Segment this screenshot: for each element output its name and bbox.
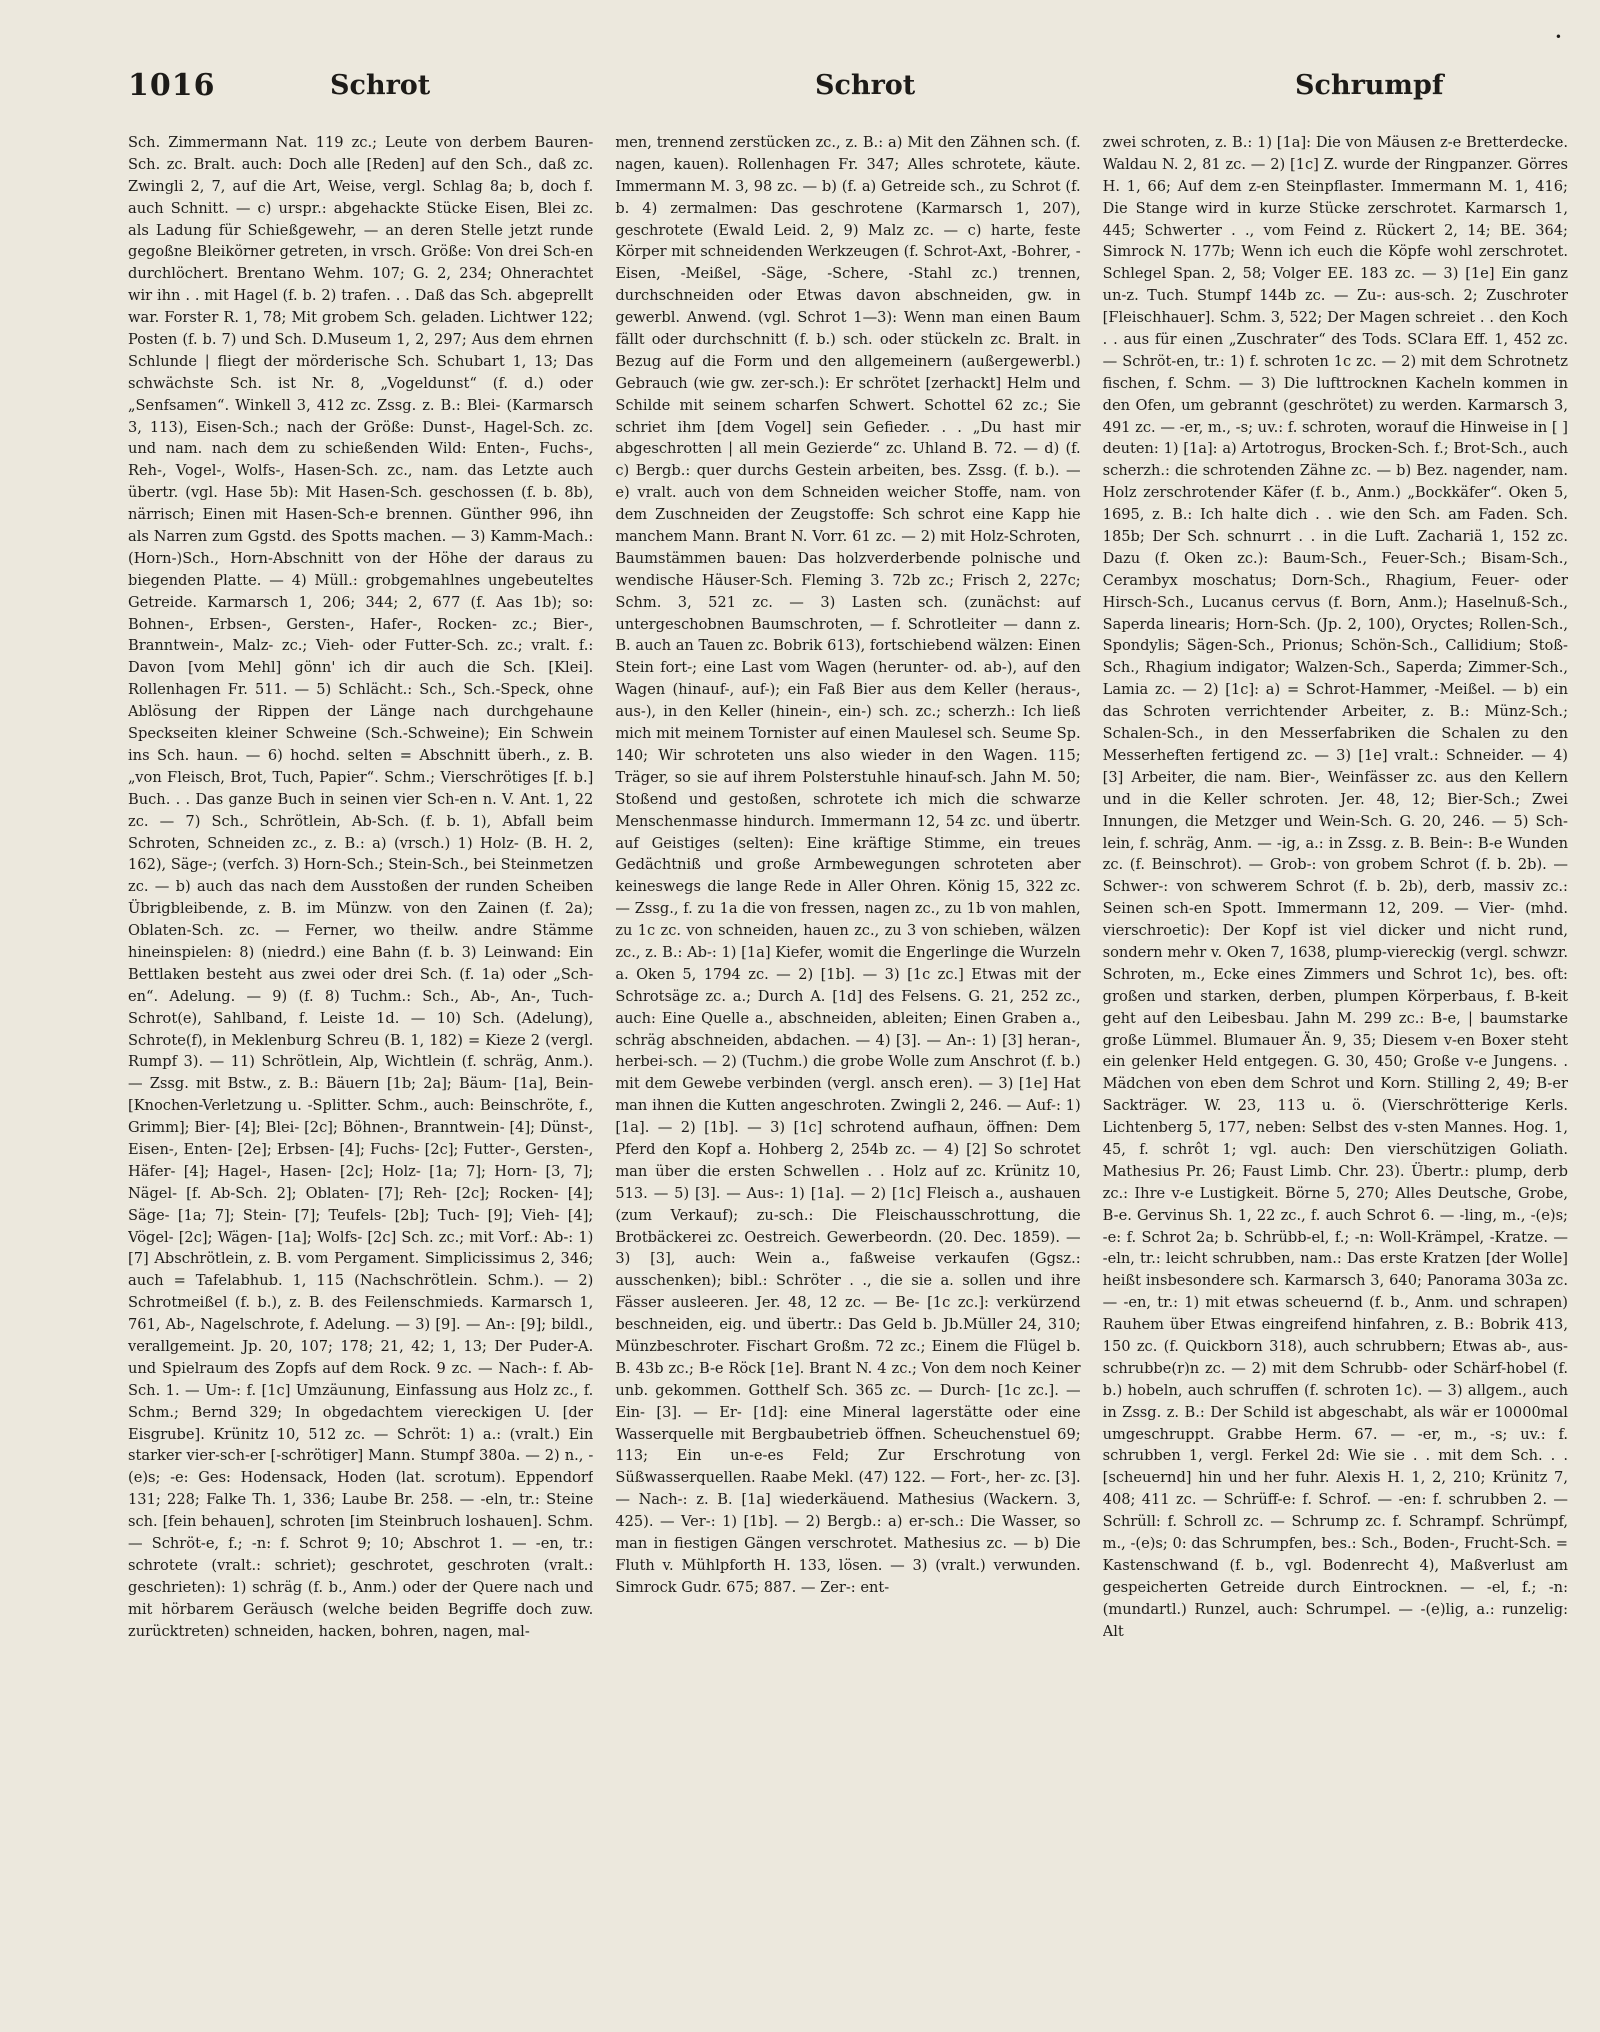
column-text: men, trennend zerstücken zc., z. B.: a) Mit den Zähnen sch. (f. nagen, kauen). Rollenhagen Fr. 347; Alles schrotete, käute. Immermann M. 3, 98 zc. — b) (f. a) Getreide sch., zu Schrot (f. b. 4) zermalmen: Das geschrotene (Karmarsch 1, 207), geschrotete (Ewald Leid. 2, 9) Malz zc. — c) harte, feste Körper mit schneidenden Werkzeugen (f. Schrot-Axt, -Bohrer, -Eisen, -Meißel, -Säge, -Schere, -Stahl zc.) trennen, durchschneiden oder Etwas davon abschneiden, gw. in gewerbl. Anwend. (vgl. Schrot 1—3): Wenn man einen Baum fällt oder durchschnitt (f. b.) sch. oder stückeln zc. Bralt. in Bezug auf die Form und den allgemeinern (außergewerbl.) Gebrauch (wie gw. zer-sch.): Er schrötet [zerhackt] Helm und Schilde mit seinem scharfen Schwert. Schottel 62 zc.; Sie schriet ihm [dem Vogel] sein Gefieder. . . „Du hast mir abgeschrotten | all mein Gezierde“ zc. Uhland B. 72. — d) (f. c) Bergb.: quer durchs Gestein arbeiten, bes. Zssg. (f. b.). — e) vralt. auch von dem Schneiden weicher Stoffe, nam. von dem Zuschneiden der Zeugstoffe: Sch schrot eine Kapp hie manchem Mann. Brant N. Vorr. 61 zc. — 2) mit Holz-Schroten, Baumstämmen bauen: Das holzverderbende polnische und wendische Häuser-Sch. Fleming 3. 72b zc.; Frisch 2, 227c; Schm. 3, 521 zc. — 3) Lasten sch. (zunächst: auf untergeschobnen Baumschroten, — f. Schrotleiter — dann z. B. auch an Tauen zc. Bobrik 613), fortschiebend wälzen: Einen Stein fort-; eine Last vom Wagen (herunter- od. ab-), auf den Wagen (hinauf-, auf-); ein Faß Bier aus dem Keller (heraus-, aus-), in den Keller (hinein-, ein-) sch. zc.; scherzh.: Ich ließ mich mit meinem Tornister auf einen Maulesel sch. Seume Sp. 140; Wir schroteten uns also wieder in den Wagen. 115; Träger, so sie auf ihrem Polsterstuhle hinauf-sch. Jahn M. 50; Stoßend und gestoßen, schrotete ich mich die schwarze Menschenmasse hindurch. Immermann 12, 54 zc. und übertr. auf Geistiges (selten): Eine kräftige Stimme, ein treues Gedächtniß und große Armbewegungen schroteten aber keineswegs die lange Rede in Aller Ohren. König 15, 322 zc. — Zssg., f. zu 1a die von fressen, nagen zc., zu 1b von mahlen, zu 1c zc. von schneiden, hauen zc., zu 3 von schieben, wälzen zc., z. B.: Ab-: 1) [1a] Kiefer, womit die Engerlinge die Wurzeln a. Oken 5, 1794 zc. — 2) [1b]. — 3) [1c zc.] Etwas mit der Schrotsäge zc. a.; Durch A. [1d] des Felsens. G. 21, 252 zc., auch: Eine Quelle a., abschneiden, ableiten; Einen Graben a., schräg abschneiden, abdachen. — 4) [3]. — An-: 1) [3] heran-, herbei-sch. — 2) (Tuchm.) die grobe Wolle zum Anschrot (f. b.) mit dem Gewebe verbinden (vergl. ansch eren). — 3) [1e] Hat man ihnen die Kutten angeschroten. Zwingli 2, 246. — Auf-: 1) [1a]. — 2) [1b]. — 3) [1c] schrotend aufhaun, öffnen: Dem Pferd den Kopf a. Hohberg 2, 254b zc. — 4) [2] So schrotet man über die ersten Schwellen . . Holz auf zc. Krünitz 10, 513. — 5) [3]. — Aus-: 1) [1a]. — 2) [1c] Fleisch a., aushauen (zum Verkauf); zu-sch.: Die Fleischausschrottung, die Brotbäckerei zc. Oestreich. Gewerbeordn. (20. Dec. 1859). — 3) [3], auch: Wein a., faßweise verkaufen (Ggsz.: ausschenken); bibl.: Schröter . ., die sie a. sollen und ihre Fässer ausleeren. Jer. 48, 12 zc. — Be- [1c zc.]: verkürzend beschneiden, eig. und übertr.: Das Geld b. Jb.Müller 24, 310; Münzbeschroter. Fischart Großm. 72 zc.; Einem die Flügel b. B. 43b zc.; B-e Röck [1e]. Brant N. 4 zc.; Von dem noch Keiner unb. gekommen. Gotthelf Sch. 365 zc. — Durch- [1c zc.]. — Ein- [3]. — Er- [1d]: eine Mineral lagerstätte oder eine Wasserquelle mit Bergbaubetrieb öffnen. Scheuchenstuel 69; 113; Ein un-e-es Feld; Zur Erschrotung von Süßwasserquellen. Raabe Mekl. (47) 122. — Fort-, her- zc. [3]. — Nach-: z. B. [1a] wiederkäuend. Mathesius (Wackern. 3, 425). — Ver-: 1) [1b]. — 2) Bergb.: a) er-sch.: Die Wasser, so man in fiestigen Gängen verschrotet. Mathesius zc. — b) Die Fluth v. Mühlpforth H. 133, lösen. — 3) (vralt.) verwunden. Simrock Gudr. 675; 887. — Zer-: ent- — [615, 134, 1081, 1596]
page-number: 1016 — [128, 68, 216, 103]
column-right — [1103, 132, 1568, 2002]
text-columns — [128, 132, 1568, 2002]
column-text: Sch. Zimmermann Nat. 119 zc.; Leute von derbem Bauren-Sch. zc. Bralt. auch: Doch alle [Reden] auf den Sch., daß zc. Zwingli 2, 7, auf die Art, Weise, vergl. Schlag 8a; b, doch f. auch Schnitt. — c) urspr.: abgehackte Stücke Eisen, Blei zc. als Ladung für Schießgewehr, — an deren Stelle jetzt runde gegoßne Bleikörner getreten, in vrsch. Größe: Von drei Sch-en durchlöchert. Brentano Wehm. 107; G. 2, 234; Ohnerachtet wir ihn . . mit Hagel (f. b. 2) trafen. . . Daß das Sch. abgeprellt war. Forster R. 1, 78; Mit grobem Sch. geladen. Lichtwer 122; Posten (f. b. 7) und Sch. D.Museum 1, 2, 297; Aus dem ehrnen Schlunde | fliegt der mörderische Sch. Schubart 1, 13; Das schwächste Sch. ist Nr. 8, „Vogeldunst“ (f. d.) oder „Senfsamen“. Winkell 3, 412 zc. Zssg. z. B.: Blei- (Karmarsch 3, 113), Eisen-Sch.; nach der Größe: Dunst-, Hagel-Sch. zc. und nam. nach dem zu schießenden Wild: Enten-, Fuchs-, Reh-, Vogel-, Wolfs-, Hasen-Sch. zc., nam. das Letzte auch übertr. (vgl. Hase 5b): Mit Hasen-Sch. geschossen (f. b. 8b), närrisch; Einen mit Hasen-Sch-e brennen. Günther 996, ihn als Narren zum Ggstd. des Spotts machen. — 3) Kamm-Mach.: (Horn-)Sch., Horn-Abschnitt von der Höhe der daraus zu biegenden Platte. — 4) Müll.: grobgemahlnes ungebeuteltes Getreide. Karmarsch 1, 206; 344; 2, 677 (f. Aas 1b); so: Bohnen-, Erbsen-, Gersten-, Hafer-, Rocken- zc.; Bier-, Branntwein-, Malz- zc.; Vieh- oder Futter-Sch. zc.; vralt. f.: Davon [vom Mehl] gönn' ich dir auch die Sch. [Klei]. Rollenhagen Fr. 511. — 5) Schlächt.: Sch., Sch.-Speck, ohne Ablösung der Rippen der Länge nach durchgehaune Speckseiten kleiner Schweine (Sch.-Schweine); Ein Schwein ins Sch. haun. — 6) hochd. selten = Abschnitt überh., z. B. „von Fleisch, Brot, Tuch, Papier“. Schm.; Vierschrötiges [f. b.] Buch. . . Das ganze Buch in seinen vier Sch-en n. V. Ant. 1, 22 zc. — 7) Sch., Schrötlein, Ab-Sch. (f. b. 1), Abfall beim Schroten, Schneiden zc., z. B.: a) (vrsch.) 1) Holz- (B. H. 2, 162), Säge-; (verfch. 3) Horn-Sch.; Stein-Sch., bei Steinmetzen zc. — b) auch das nach dem Ausstoßen der runden Scheiben Übrigbleibende, z. B. im Münzw. von den Zainen (f. 2a); Oblaten-Sch. zc. — Ferner, wo theilw. andre Stämme hineinspielen: 8) (niedrd.) eine Bahn (f. b. 3) Leinwand: Ein Bettlaken besteht aus zwei oder drei Sch. (f. 1a) oder „Sch-en“. Adelung. — 9) (f. 8) Tuchm.: Sch., Ab-, An-, Tuch-Schrot(e), Sahlband, f. Leiste 1d. — 10) Sch. (Adelung), Schrote(f), in Meklenburg Schreu (B. 1, 182) = Kieze 2 (vergl. Rumpf 3). — 11) Schrötlein, Alp, Wichtlein (f. schräg, Anm.). — Zssg. mit Bstw., z. B.: Bäuern [1b; 2a]; Bäum- [1a], Bein- [Knochen-Verletzung u. -Splitter. Schm., auch: Beinschröte, f., Grimm]; Bier- [4]; Blei- [2c]; Böhnen-, Branntwein- [4]; Dünst-, Eisen-, Enten- [2e]; Erbsen- [4]; Fuchs- [2c]; Futter-, Gersten-, Häfer- [4]; Hagel-, Hasen- [2c]; Holz- [1a; 7]; Horn- [3, 7]; Nägel- [f. Ab-Sch. 2]; Oblaten- [7]; Reh- [2c]; Rocken- [4]; Säge- [1a; 7]; Stein- [7]; Teufels- [2b]; Tuch- [9]; Vieh- [4]; Vögel- [2c]; Wägen- [1a]; Wolfs- [2c] Sch. zc.; mit Vorf.: Ab-: 1) [7] Abschrötlein, z. B. vom Pergament. Simplicissimus 2, 346; auch = Tafelabhub. 1, 115 (Nachschrötlein. Schm.). — 2) Schrotmeißel (f. b.), z. B. des Feilenschmieds. Karmarsch 1, 761, Ab-, Nagelschrote, f. Adelung. — 3) [9]. — An-: [9]; bildl., verallgemeint. Jp. 20, 107; 178; 21, 42; 1, 13; Der Puder-A. und Spielraum des Zopfs auf dem Rock. 9 zc. — Nach-: f. Ab-Sch. 1. — Um-: f. [1c] Umzäunung, Einfassung aus Holz zc., f. Schm.; Bernd 329; In obgedachtem viereckigen U. [der Eisgrube]. Krünitz 10, 512 zc. — Schröt: 1) a.: (vralt.) Ein starker vier-sch-er [-schrötiger] Mann. Stumpf 380a. — 2) n., -(e)s; -e: Ges: Hodensack, Hoden (lat. scrotum). Eppendorf 131; 228; Falke Th. 1, 336; Laube Br. 258. — -eln, tr.: Steine sch. [fein behauen], schroten [im Steinbruch loshauen]. Schm. — Schröt-e, f.; -n: f. Schrot 9; 10; Abschrot 1. — -en, tr.: schrotete (vralt.: schriet); geschrotet, geschroten (vralt.: geschrieten): 1) schräg (f. b., Anm.) oder der Quere nach und mit hörbarem Geräusch (welche beiden Begriffe doch zuw. zurücktreten) schneiden, hacken, bohren, nagen, mal- — [128, 134, 594, 1640]
column-middle — [615, 132, 1080, 2002]
corner-mark: • — [1554, 30, 1562, 44]
running-head — [0, 68, 1600, 108]
head-word-center: Schrot — [815, 70, 916, 101]
head-word-left: Schrot — [330, 70, 431, 101]
column-left — [128, 132, 593, 2002]
head-word-right: Schrumpf — [1295, 70, 1444, 101]
column-text: zwei schroten, z. B.: 1) [1a]: Die von Mäusen z-e Bretterdecke. Waldau N. 2, 81 zc. — 2) [1c] Z. wurde der Ringpanzer. Görres H. 1, 66; Auf dem z-en Steinpflaster. Immermann M. 1, 416; Die Stange wird in kurze Stücke zerschrotet. Karmarsch 1, 445; Schwerter . ., vom Feind z. Rückert 2, 14; BE. 364; Simrock N. 177b; Wenn ich euch die Köpfe wohl zerschrotet. Schlegel Span. 2, 58; Volger EE. 183 zc. — 3) [1e] Ein ganz un-z. Tuch. Stumpf 144b zc. — Zu-: aus-sch. 2; Zuschroter [Fleischhauer]. Schm. 3, 522; Der Magen schreiet . . den Koch . . aus für einen „Zuschrater“ des Tods. SClara Eff. 1, 452 zc. — Schröt-en, tr.: 1) f. schroten 1c zc. — 2) mit dem Schrotnetz fischen, f. Schm. — 3) Die lufttrocknen Kacheln kommen in den Ofen, um gebrannt (geschrötet) zu werden. Karmarsch 3, 491 zc. — -er, m., -s; uv.: f. schroten, worauf die Hinweise in [ ] deuten: 1) [1a]: a) Artotrogus, Brocken-Sch. f.; Brot-Sch., auch scherzh.: die schrotenden Zähne zc. — b) Bez. nagender, nam. Holz zerschrotender Käfer (f. b., Anm.) „Bockkäfer“. Oken 5, 1695, z. B.: Ich halte dich . . wie den Sch. am Faden. Sch. 185b; Der Sch. schnurrt . . in die Luft. Zachariä 1, 152 zc. Dazu (f. Oken zc.): Baum-Sch., Feuer-Sch.; Bisam-Sch., Cerambyx moschatus; Dorn-Sch., Rhagium, Feuer- oder Hirsch-Sch., Lucanus cervus (f. Born, Anm.); Haselnuß-Sch., Saperda linearis; Horn-Sch. (Jp. 2, 100), Oryctes; Rollen-Sch., Spondylis; Sägen-Sch., Prionus; Schön-Sch., Callidium; Stoß-Sch., Rhagium indigator; Walzen-Sch., Saperda; Zimmer-Sch., Lamia zc. — 2) [1c]: a) = Schrot-Hammer, -Meißel. — b) ein das Schroten verrichtender Arbeiter, z. B.: Münz-Sch.; Schalen-Sch., in den Messerfabriken die Schalen zu den Messerheften fertigend zc. — 3) [1e] vralt.: Schneider. — 4) [3] Arbeiter, die nam. Bier-, Weinfässer zc. aus den Kellern und in die Keller schroten. Jer. 48, 12; Bier-Sch.; Zwei Innungen, die Metzger und Wein-Sch. G. 20, 246. — 5) Sch-lein, f. schräg, Anm. — -ig, a.: in Zssg. z. B. Bein-: B-e Wunden zc. (f. Beinschrot). — Grob-: von grobem Schrot (f. b. 2b). — Schwer-: von schwerem Schrot (f. b. 2b), derb, massiv zc.: Seinen sch-en Spott. Immermann 12, 209. — Vier- (mhd. vierschroetic): Der Kopf ist viel dicker und nicht rund, sondern mehr v. Oken 7, 1638, plump-viereckig (vergl. schwzr. Schroten, m., Ecke eines Zimmers und Schrot 1c), bes. oft: großen und starken, derben, plumpen Körperbaus, f. B-keit geht auf den Leibesbau. Jahn M. 299 zc.: B-e, | baumstarke große Lümmel. Blumauer Än. 9, 35; Diesem v-en Boxer steht ein gelenker Held entgegen. G. 30, 450; Große v-e Jungens. . Mädchen von eben dem Schrot und Korn. Stilling 2, 49; B-er Sackträger. W. 23, 113 u. ö. (Vierschrötterige Kerls. Lichtenberg 5, 177, neben: Selbst des v-sten Mannes. Hog. 1, 45, f. schrôt 1; vgl. auch: Den vierschützigen Goliath. Mathesius Pr. 26; Faust Limb. Chr. 23). Übertr.: plump, derb zc.: Ihre v-e Lustigkeit. Börne 5, 270; Alles Deutsche, Grobe, B-e. Gervinus Sh. 1, 22 zc., f. auch Schrot 6. — -ling, m., -(e)s; -e: f. Schrot 2a; b. Schrübb-el, f.; -n: Woll-Krämpel, -Kratze. — -eln, tr.: leicht schrubben, nam.: Das erste Kratzen [der Wolle] heißt insbesondere sch. Karmarsch 3, 640; Panorama 303a zc. — -en, tr.: 1) mit etwas scheuernd (f. b., Anm. und schrapen) Rauhem über Etwas eingreifend hinfahren, z. B.: Bobrik 413, 150 zc. (f. Quickborn 318), auch schrubbern; Etwas ab-, aus-schrubbe(r)n zc. — 2) mit dem Schrubb- oder Schärf-hobel (f. b.) hobeln, auch schruffen (f. schroten 1c). — 3) allgem., auch in Zssg. z. B.: Der Schild ist abgeschabt, als wär er 10000mal umgeschruppt. Grabbe Herm. 67. — -er, m., -s; uv.: f. schrubben 1, vergl. Ferkel 2d: Wie sie . . mit dem Sch. . . [scheuernd] hin und her fuhr. Alexis H. 1, 2, 210; Krünitz 7, 408; 411 zc. — Schrüff-e: f. Schrof. — -en: f. schrubben 2. — Schrüll: f. Schroll zc. — Schrump zc. f. Schrampf. Schrümpf, m., -(e)s; 0: das Schrumpfen, bes.: Sch., Boden-, Frucht-Sch. = Kastenschwand (f. b., vgl. Bodenrecht 4), Maßverlust am gespeicherten Getreide durch Eintrocknen. — -el, f.; -n: (mundartl.) Runzel, auch: Schrumpel. — -(e)lig, a.: runzelig: Alt — [1102, 134, 1568, 1640]
